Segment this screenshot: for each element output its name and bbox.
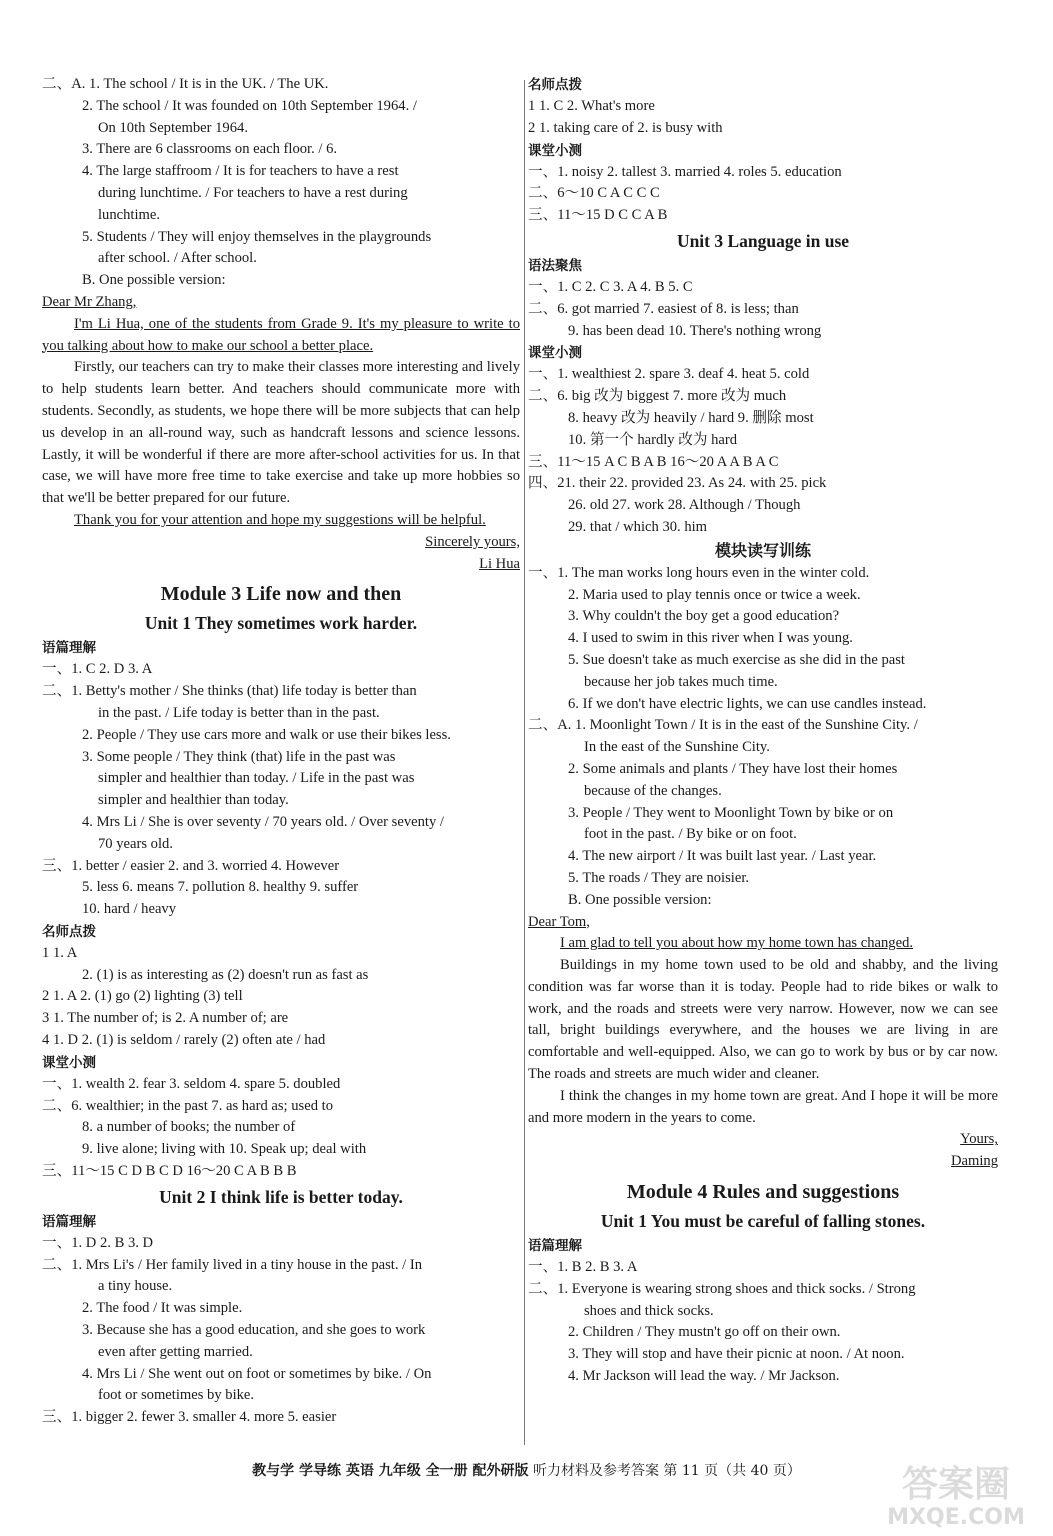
- text-line: because her job takes much time.: [584, 673, 778, 690]
- column-divider: [524, 80, 525, 1445]
- text-line: On 10th September 1964.: [98, 119, 248, 136]
- section-heading: 语篇理解: [42, 1213, 96, 1230]
- text-line: 5. Sue doesn't take as much exercise as she did in the past: [568, 651, 905, 668]
- left-column: [42, 74, 520, 1429]
- text-line: Li Hua: [479, 555, 520, 572]
- section-heading: 语篇理解: [528, 1238, 582, 1255]
- paragraph: Buildings in my home town used to be old and shabby, and the living condition was far worse than it is today. People had to ride bikes or walk to work, and the roads and streets were very narrow. However, now we can see tall, bright buildings everywhere, and the houses we are living in are comfortable and well-equipped. Also, we can go to work by bus or by car now. The roads and streets are much wider and cleaner.: [528, 957, 998, 1083]
- text-line: 9. has been dead 10. There's nothing wrong: [568, 322, 822, 339]
- paragraph: I'm Li Hua, one of the students from Grade 9. It's my pleasure to write to you talking about how to make our school a better place.: [42, 315, 520, 354]
- text-line: even after getting married.: [98, 1343, 253, 1360]
- footer-page-info: 听力材料及参考答案 第 11 页（共 40 页）: [528, 1463, 801, 1479]
- text-line: 三、11～15 A C B A B 16～20 A A B A C: [528, 453, 779, 470]
- text-line: 四、21. their 22. provided 23. As 24. with 25. pick: [528, 475, 827, 492]
- text-line: 5. Students / They will enjoy themselves in the playgrounds: [82, 228, 432, 245]
- module-title: Module 3 Life now and then: [160, 583, 402, 606]
- text-line: 2. Children / They mustn't go off on their own.: [568, 1324, 841, 1341]
- text-line: 4. The new airport / It was built last year. / Last year.: [568, 848, 877, 865]
- unit-title: Unit 1 You must be careful of falling stones.: [600, 1211, 926, 1232]
- text-line: 3. People / They went to Moonlight Town by bike or on: [568, 804, 894, 821]
- text-line: 1 1. C 2. What's more: [528, 98, 655, 114]
- text-line: 一、1. C 2. C 3. A 4. B 5. C: [528, 278, 693, 295]
- text-line: 6. If we don't have electric lights, we can use candles instead.: [568, 695, 927, 712]
- text-line: 三、11～15 D C C A B: [528, 207, 668, 224]
- text-line: foot or sometimes by bike.: [98, 1387, 255, 1404]
- watermark-logo: [866, 1452, 1046, 1532]
- text-line: 3 1. The number of; is 2. A number of; are: [42, 1010, 289, 1027]
- section-heading: 课堂小测: [42, 1054, 96, 1071]
- text-line: 一、1. wealthiest 2. spare 3. deaf 4. heat 5. cold: [528, 366, 810, 383]
- watermark-line-2: MXQE.COM: [887, 1505, 1025, 1530]
- text-line: 一、1. D 2. B 3. D: [42, 1234, 154, 1251]
- text-line: 2. The school / It was founded on 10th September 1964. /: [82, 97, 417, 114]
- text-line: during lunchtime. / For teachers to have a rest during: [98, 184, 408, 201]
- text-line: a tiny house.: [98, 1278, 173, 1295]
- text-line: 29. that / which 30. him: [568, 518, 708, 535]
- text-line: 二、6～10 C A C C C: [528, 185, 660, 202]
- text-line: 8. heavy 改为 heavily / hard 9. 删除 most: [568, 409, 814, 426]
- footer-title: 教与学 学导练 英语 九年级 全一册 配外研版: [252, 1463, 529, 1479]
- text-line: 3. Why couldn't the boy get a good education?: [568, 608, 840, 625]
- text-line: 二、6. big 改为 biggest 7. more 改为 much: [528, 388, 787, 405]
- paragraph: I am glad to tell you about how my home town has changed.: [560, 935, 914, 952]
- text-line: Daming: [950, 1153, 998, 1170]
- text-line: simpler and healthier than today.: [98, 792, 289, 809]
- text-line: 4. I used to swim in this river when I was young.: [568, 630, 853, 647]
- text-line: B. One possible version:: [568, 891, 712, 908]
- text-line: 二、1. Mrs Li's / Her family lived in a tiny house in the past. / In: [42, 1256, 422, 1273]
- text-line: 2 1. taking care of 2. is busy with: [528, 119, 723, 136]
- unit-title: Unit 1 They sometimes work harder.: [144, 613, 418, 634]
- text-line: 2. The food / It was simple.: [82, 1300, 243, 1317]
- text-line: 一、1. C 2. D 3. A: [42, 661, 153, 678]
- text-line: 二、6. got married 7. easiest of 8. is less; than: [528, 300, 799, 317]
- section-heading: 语篇理解: [42, 640, 96, 657]
- text-line: 3. There are 6 classrooms on each floor. / 6.: [82, 141, 338, 158]
- text-line: 8. a number of books; the number of: [82, 1119, 296, 1136]
- paragraph: Firstly, our teachers can try to make their classes more interesting and lively to help students learn better. And teachers should communicate more with students. Secondly, as students, we hope there will be more subjects that can help us develop in an all-round way, such as handcraft lessons and science lessons. Lastly, it will be wonderful if there are more after-school activities for us. In that case, we will have more free time to take exercise and take up more hobbies so that we'll be better prepared for our future.: [42, 359, 520, 507]
- module-title: Module 4 Rules and suggestions: [626, 1181, 900, 1204]
- text-line: foot in the past. / By bike or on foot.: [584, 826, 797, 843]
- text-line: 26. old 27. work 28. Although / Though: [568, 497, 801, 514]
- right-column: [528, 74, 998, 1388]
- paragraph: Thank you for your attention and hope my suggestions will be helpful.: [74, 511, 486, 528]
- text-line: 10. 第一个 hardly 改为 hard: [568, 431, 738, 448]
- text-line: 一、1. noisy 2. tallest 3. married 4. roles 5. education: [528, 163, 842, 180]
- text-line: 9. live alone; living with 10. Speak up; deal with: [82, 1141, 367, 1158]
- text-line: 5. The roads / They are noisier.: [568, 869, 750, 886]
- text-line: Yours,: [960, 1131, 998, 1148]
- unit-title: Unit 2 I think life is better today.: [159, 1186, 403, 1207]
- text-line: 4. The large staffroom / It is for teachers to have a rest: [82, 163, 399, 180]
- text-line: 2. Some animals and plants / They have lost their homes: [568, 760, 898, 777]
- text-line: 二、1. Everyone is wearing strong shoes and thick socks. / Strong: [528, 1280, 916, 1297]
- paragraph: I think the changes in my home town are great. And I hope it will be more and more modern in the years to come.: [528, 1087, 998, 1126]
- text-line: 一、1. The man works long hours even in the winter cold.: [528, 564, 870, 581]
- text-line: 2. Maria used to play tennis once or twice a week.: [568, 586, 861, 603]
- text-line: 二、1. Betty's mother / She thinks (that) life today is better than: [42, 683, 417, 700]
- text-line: because of the changes.: [584, 782, 722, 799]
- text-line: 4. Mrs Li / She went out on foot or sometimes by bike. / On: [82, 1365, 432, 1382]
- section-heading: 名师点拨: [528, 77, 582, 93]
- text-line: Sincerely yours,: [425, 533, 520, 550]
- text-line: 二、A. 1. Moonlight Town / It is in the east of the Sunshine City. /: [528, 717, 918, 734]
- text-line: 1 1. A: [42, 944, 78, 961]
- section-heading: 语法聚焦: [528, 257, 582, 274]
- text-line: 4 1. D 2. (1) is seldom / rarely (2) often ate / had: [42, 1032, 326, 1049]
- text-line: 3. They will stop and have their picnic at noon. / At noon.: [568, 1346, 905, 1363]
- text-line: 70 years old.: [98, 835, 173, 852]
- watermark-line-1: 答案圈: [901, 1464, 1011, 1505]
- text-line: 一、1. B 2. B 3. A: [528, 1259, 638, 1276]
- text-line: in the past. / Life today is better than in the past.: [98, 704, 380, 721]
- text-line: 一、1. wealth 2. fear 3. seldom 4. spare 5. doubled: [42, 1075, 341, 1092]
- text-line: 5. less 6. means 7. pollution 8. healthy 9. suffer: [82, 879, 359, 896]
- text-line: 2 1. A 2. (1) go (2) lighting (3) tell: [42, 988, 243, 1005]
- section-title: 模块读写训练: [714, 540, 811, 560]
- text-line: 10. hard / heavy: [82, 901, 177, 918]
- text-line: 三、1. bigger 2. fewer 3. smaller 4. more 5. easier: [42, 1409, 337, 1426]
- text-line: Dear Tom,: [528, 913, 590, 930]
- text-line: B. One possible version:: [82, 272, 226, 289]
- text-line: 4. Mrs Li / She is over seventy / 70 years old. / Over seventy /: [82, 813, 444, 830]
- text-line: 二、6. wealthier; in the past 7. as hard as; used to: [42, 1097, 333, 1114]
- text-line: 三、11～15 C D B C D 16～20 C A B B B: [42, 1163, 297, 1180]
- text-line: 三、1. better / easier 2. and 3. worried 4. However: [42, 857, 340, 874]
- text-line: In the east of the Sunshine City.: [584, 739, 770, 756]
- text-line: 2. People / They use cars more and walk or use their bikes less.: [82, 726, 451, 743]
- text-line: Dear Mr Zhang,: [42, 293, 137, 310]
- text-line: simpler and healthier than today. / Life in the past was: [98, 770, 415, 787]
- text-line: shoes and thick socks.: [584, 1302, 714, 1319]
- section-heading: 名师点拨: [42, 923, 96, 940]
- text-line: 3. Some people / They think (that) life in the past was: [82, 748, 396, 765]
- text-line: 4. Mr Jackson will lead the way. / Mr Jackson.: [568, 1368, 840, 1385]
- section-heading: 课堂小测: [528, 142, 582, 159]
- unit-title: Unit 3 Language in use: [676, 230, 850, 251]
- text-line: after school. / After school.: [98, 250, 257, 267]
- text-line: 2. (1) is as interesting as (2) doesn't run as fast as: [82, 966, 369, 983]
- text-line: 3. Because she has a good education, and she goes to work: [82, 1322, 426, 1339]
- section-heading: 课堂小测: [528, 345, 582, 362]
- text-line: lunchtime.: [98, 206, 161, 223]
- text-line: 二、A. 1. The school / It is in the UK. / The UK.: [42, 76, 329, 92]
